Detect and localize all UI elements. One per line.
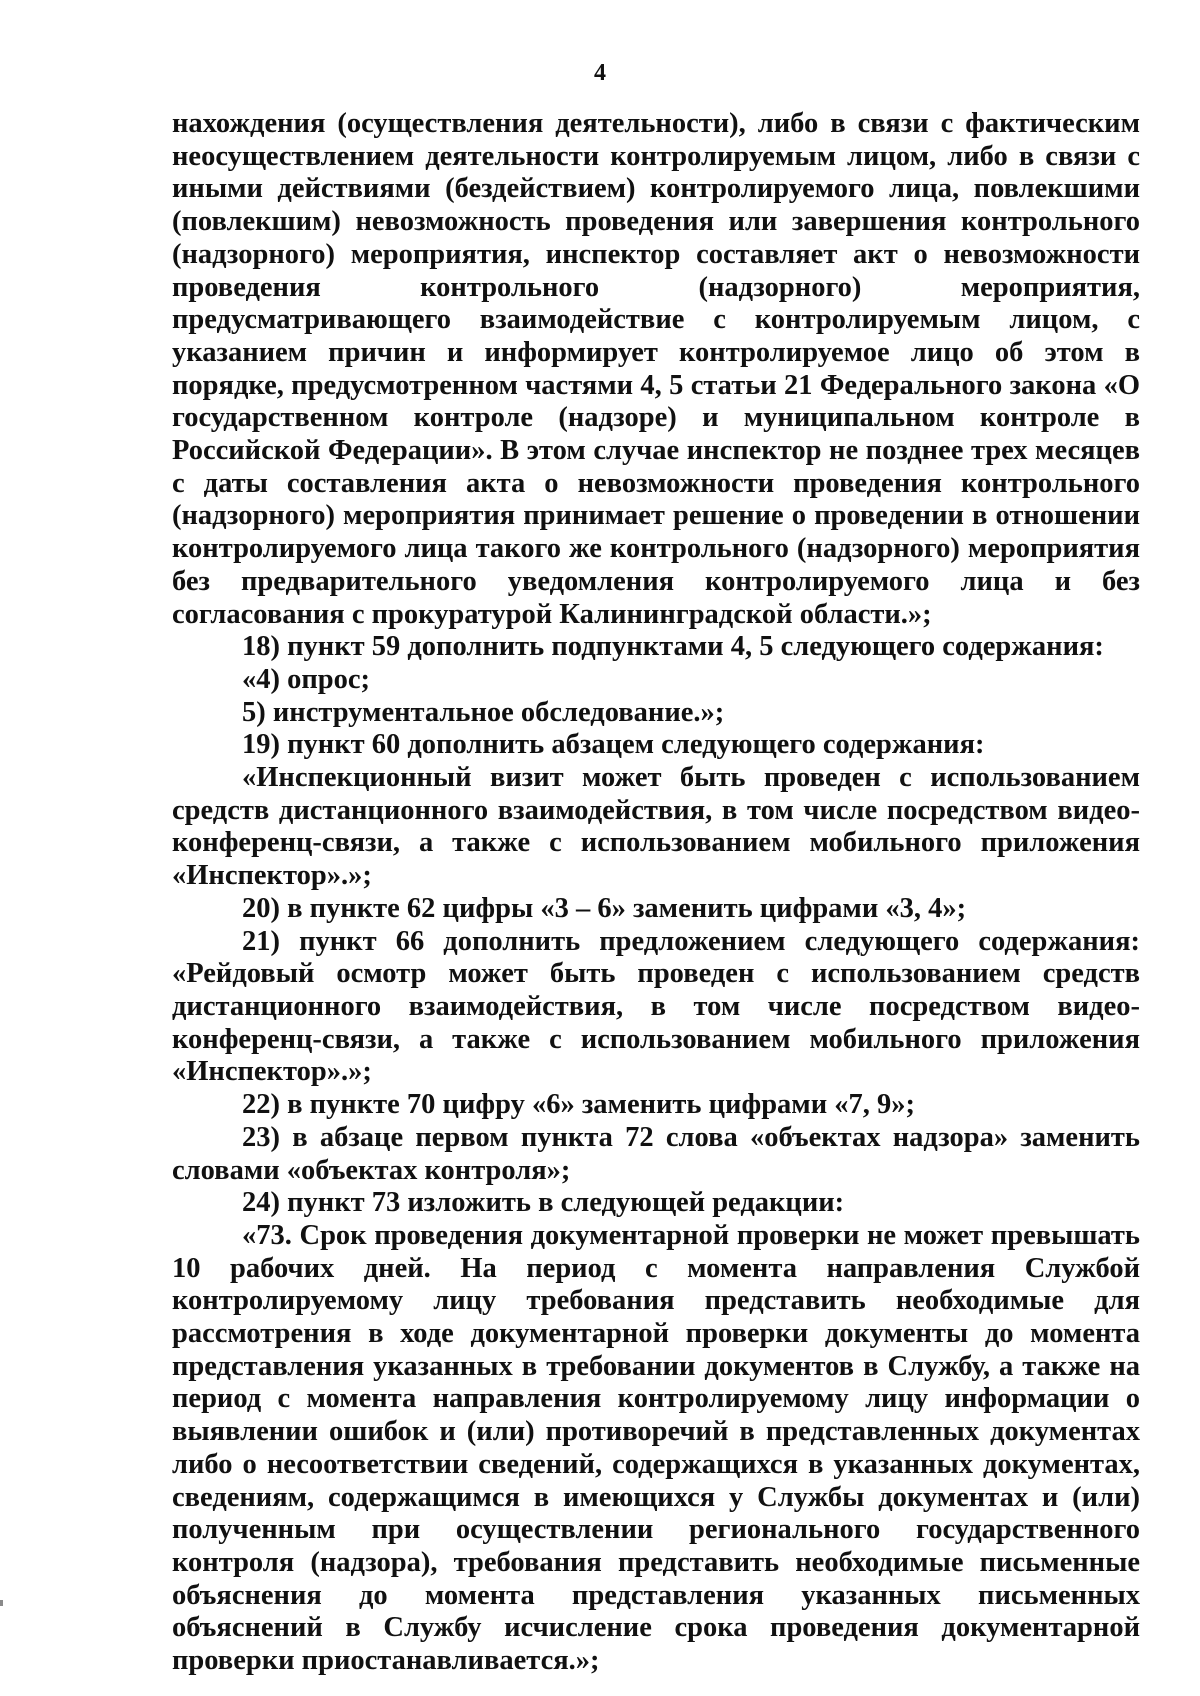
paragraph-item-20: 20) в пункте 62 цифры «3 – 6» заменить цифрами «3, 4»; [242,892,967,924]
paragraph-item-18: 18) пункт 59 дополнить подпунктами 4, 5 следующего содержания: [242,631,1104,663]
page-number: 4 [594,60,606,86]
paragraph-item-19: 19) пункт 60 дополнить абзацем следующего содержания: [242,729,985,761]
scan-edge-mark [0,1600,3,1606]
paragraph-subitem-5: 5) инструментальное обследование.»; [242,696,725,728]
paragraph-item-23: 23) в абзаце первом пункта 72 слова «объектах надзора» заменить словами «объектах контроля»; [172,1121,1140,1186]
paragraph-continuation: нахождения (осуществления деятельности), либо в связи с фактическим неосуществлением деятельности контролируемым лицом, либо в связи с иными действиями (бездействием) контролируемого лица, повлекшими (повлекшим) невозможность проведения или завершения контрольного (надзорного) мероприятия, инспектор составляет акт о невозможности проведения контрольного (надзорного) мероприятия, предусматривающего взаимодействие с контролируемым лицом, с указанием причин и информирует контролируемое лицо об этом в порядке, предусмотренном частями 4, 5 статьи 21 Федерального закона «О государственном контроле (надзоре) и муниципальном контроле в Российской Федерации». В этом случае инспектор не позднее трех месяцев с даты составления акта о невозможности проведения контрольного (надзорного) мероприятия принимает решение о проведении в отношении контролируемого лица такого же контрольного (надзорного) мероприятия без предварительного уведомления контролируемого лица и без согласования с прокуратурой Калининградской области.»; [172,108,1140,630]
paragraph-subitem-4: «4) опрос; [242,663,371,695]
paragraph-item-24: 24) пункт 73 изложить в следующей редакции: [242,1187,845,1219]
document-body [172,108,1140,1678]
paragraph-item-73: «73. Срок проведения документарной проверки не может превышать 10 рабочих дней. На период с момента направления Службой контролируемому лицу требования представить необходимые для рассмотрения в ходе документарной проверки документы до момента представления указанных в требовании документов в Службу, а также на период с момента направления контролируемому лицу информации о выявлении ошибок и (или) противоречий в представленных документах либо о несоответствии сведений, содержащихся в указанных документах, сведениям, содержащимся в имеющихся у Службы документах и (или) полученным при осуществлении регионального государственного контроля (надзора), требования представить необходимые письменные объяснения до момента представления указанных письменных объяснений в Службу исчисление срока проведения документарной проверки приостанавливается.»; [172,1219,1140,1677]
paragraph-item-21: 21) пункт 66 дополнить предложением следующего содержания: «Рейдовый осмотр может быть проведен с использованием средств дистанционного взаимодействия, в том числе посредством видео-конференц-связи, а также с использованием мобильного приложения «Инспектор».»; [172,925,1140,1088]
paragraph-inspection-visit: «Инспекционный визит может быть проведен с использованием средств дистанционного взаимодействия, в том числе посредством видео-конференц-связи, а также с использованием мобильного приложения «Инспектор».»; [172,762,1140,892]
paragraph-item-22: 22) в пункте 70 цифру «6» заменить цифрами «7, 9»; [242,1089,915,1121]
